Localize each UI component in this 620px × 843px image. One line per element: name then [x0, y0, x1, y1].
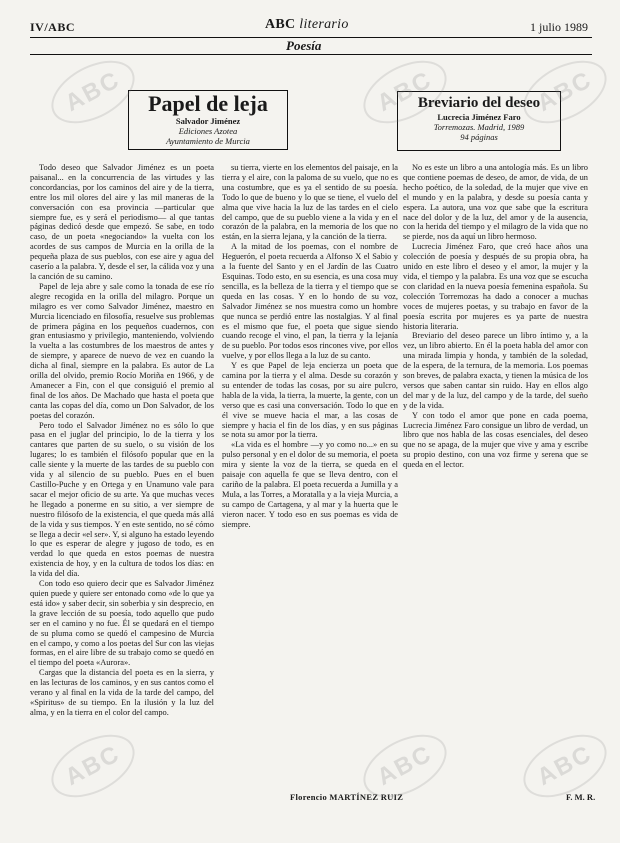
watermark-stamp: ABC [41, 48, 145, 136]
paragraph: su tierra, vierte en los elementos del paisaje, en la tierra y el aire, con la paloma de su vuelo, que no es una costumbre, que es ya el sentido de su poesía. Todo lo que de bueno y lo que se tiene, el vuelo del alma que vive hacia la luz de las tardes en el cielo del campo, que de su pueblo viene a la vida y en el corazón de la palabra, en la memoria de los que no están, en la sierra lejana, y la canción de la tierra. [222, 163, 398, 242]
section-title: Poesía [286, 38, 322, 53]
book-pages-right: 94 páginas [460, 132, 498, 142]
paragraph: «La vida es el hombre —y yo como no...» en su pulso personal y en el dolor de su memoria, el poeta mira y siente la voz de la tierra, se queda en el paisaje con aquella fe que se lleva dentro, con el cariño de la palabra. El poeta recuerda a Jumilla y a Mula, a las Torres, a Moratalla y a la vieja Murcia, a su campo de Cartagena, y al mar y la huerta que le vieron nacer. Y todo eso en sus poemas es vida de siempre. [222, 440, 398, 529]
paragraph: No es este un libro a una antología más. Es un libro que contiene poemas de deseo, de amor, de vida, de un hecho poético, de la soledad, de la mujer que vive en el mundo y en la palabra, y desde su poesía canta y espera. La autora, una voz que sabe que la escritura nace del dolor y de la luz, del amor y de la ausencia, con la herida del tiempo y el milagro de la vida que no se pierde, nos da aquí un libro hermoso. [403, 163, 588, 242]
section-rule [30, 54, 592, 55]
publication-date: 1 julio 1989 [529, 20, 588, 34]
paragraph: Todo deseo que Salvador Jiménez es un poeta paisanal... en la concurrencia de las virtudes y las concordancias, por los caminos del aire y de la tierra, entre los mil olores del aire y las mil maneras de la conversación con esa provincia —particular que siempre fue, es y será el periodismo— al que tantas páginas dedicó desde que empezó. Se sabe, en todo caso, de un poeta «negociando» la vuelta con los acordes de sus campos de Murcia en la orilla de la pequeña plaza de sus pueblos, con ese aire y agua del caserío a la palabra. Y, desde el ser, la cálida voz y una la canción de su camino. [30, 163, 214, 281]
book-author-left: Salvador Jiménez [175, 116, 241, 126]
watermark-stamp: ABC [513, 48, 617, 136]
watermark-stamp: ABC [353, 722, 457, 810]
watermark-stamp: ABC [41, 722, 145, 810]
book-author-right: Lucrecia Jiménez Faro [437, 112, 521, 122]
signature-left: Florencio MARTÍNEZ RUIZ [290, 792, 404, 802]
watermark-stamp: ABC [353, 48, 457, 136]
body-column-2 [222, 163, 398, 530]
masthead [265, 17, 349, 33]
body-column-3 [403, 163, 588, 470]
masthead-prefix: ABC [265, 17, 296, 32]
signature-right: F. M. R. [566, 792, 596, 802]
paragraph: Con todo eso quiero decir que es Salvador Jiménez quien puede y quiere ser entonado como «de lo que ya está ido» y saber decir, sin soberbia y sin desprecio, en la grave lección de su poesía, todo aquello que pudo ser en el camino y no fue. Él se quedará en el tiempo de su pluma como se quedó el campesino de Murcia en el campo, y como a los poetas del Sur con las viejas formas, en el aire libre de su trabajo como se quedó en el tiempo del poeta «Aurora». [30, 579, 214, 668]
book-publisher-right: Torremozas. Madrid, 1989 [433, 122, 525, 132]
review-box-left [128, 90, 288, 150]
body-column-1 [30, 163, 214, 718]
watermark-stamp: ABC [513, 722, 617, 810]
paragraph: Y es que Papel de leja encierza un poeta que camina por la tierra y el alma. Desde su corazón y su entender de todas las cosas, por su aire pulcro, habla de la vida, la tierra, la muerte, la gente, con un verso que es casi una conversación. Todo lo que en él vive se mueve hacia el mar, a las cosas de siempre y hacia el fin de los días, y en sus páginas se nota su amor por la tierra. [222, 361, 398, 440]
book-publisher2-left: Ayuntamiento de Murcia [166, 136, 250, 146]
paragraph: Y con todo el amor que pone en cada poema, Lucrecia Jiménez Faro consigue un libro de verdad, un libro que nos habla de las cosas esenciales, del deseo que no se apaga, de la mujer que vive y ama y escribe su propio destino, con una voz firme y serena que se queda en el lector. [403, 410, 588, 470]
paragraph: A la mitad de los poemas, con el nombre de Heguerón, el poeta recuerda a Alfonso X el Sabio y a la fuente del Santo y en el Jardín de las Cuatro Esquinas. Todo esto, en su esencia, es una cosa muy sencilla, es la belleza de la tierra y el tiempo que se queda en las cosas. Y en lo hondo de su voz, Salvador Jiménez se nos muestra como un hombre que nunca se perdió entre las nostalgias. Y al final es el mismo que fue, el poeta que sigue siendo cuando recoge el vino, el pan, la tierra y la lejanía de su pueblo. Por todos esos rincones vive, por ellos vuelve, y por ellos llega a la luz de su canto. [222, 242, 398, 361]
page-folio: IV/ABC [30, 20, 76, 34]
paragraph: Papel de leja abre y sale como la tonada de ese río alegre recogida en la orilla del milagro. Porque un milagro es ver como Salvador Jiménez, maestro en Murcia licenciado en filosofía, resuelve sus problemas de primera página en los pequeños cuadernos, con gran entusiasmo y privilegio, manteniendo, volviendo la vuelta a las costumbres de los maestros de antes y de siempre, y aparece de nuevo de vez en cuando la dicha al final, siempre en la palabra. Es autor de La orilla del olvido, premio Rocío Moriña en 1966, y de Amanecer a Fin, con el que consiguió el premio al final de los años. De Machado que hasta el poeta que canta las copas del día, como un Don Salvador, de los poetas del corazón. [30, 281, 214, 420]
book-title-right: Breviario del deseo [417, 95, 541, 111]
paragraph: Pero todo el Salvador Jiménez no es sólo lo que pasa en el juglar del principio, lo de la tierra y los cantares que parten de su suelo, o su visión de los lugares; lo es también el filósofo popular que en la calle siente y la muerte de las tardes de su pueblo con vida y al silencio de su pueblo. Pues en el buen Castillo-Puche y en Ortega y en Unamuno vale para sacar el mejor oficio de su arte. Ya que muchas veces he llegado a ponerme en su sitio, a ver siempre de nuestro filósofo de la existencia, el que queda más allá de la vida y sus tiempos. Y en este sentido, no sé cómo se llega a decir «el ser». Y, si alguno ha estado leyendo lo que es esperar de alegre y jugoso de todo, es en verdad lo que queda en estos poemas de nuestra existencia de hoy, y en la cultura de todos los días: en la vida del día. [30, 420, 214, 579]
paragraph: Breviario del deseo parece un libro íntimo y, a la vez, un libro abierto. En él la poeta habla del amor con una mirada limpia y honda, y también de la soledad, de la espera, de la ternura, de la memoria. Los poemas son breves, de palabra exacta, y tienen la música de los versos que saben cantar sin ruido. Hay en ellos algo del mar y de la luz, del campo y de la tarde, del sueño y de la vida. [403, 331, 588, 410]
book-publisher-left: Ediciones Azotea [178, 126, 238, 136]
book-title-left: Papel de leja [148, 91, 268, 116]
masthead-suffix: literario [299, 17, 349, 32]
paragraph: Lucrecia Jiménez Faro, que creó hace años una colección de poesía y después de su propia obra, ha unido en este libro el deseo y el amor, la mujer y la vida, el tiempo y la palabra. Es una voz que se escucha con claridad en la nueva poesía femenina española. Su colección Torremozas ha dado a conocer a muchas voces de mujeres poetas, y su trabajo en favor de la poesía escrita por mujeres es ya parte de nuestra historia literaria. [403, 242, 588, 331]
paragraph: Cargas que la distancia del poeta es en la sierra, y en las lecturas de los caminos, y en sus cantos como el verano y al final en la vida de la tarde del campo, del «Spiritus» de su tiempo. En la ilusión y la luz del alma, y en la tierra en el color del campo. [30, 668, 214, 717]
